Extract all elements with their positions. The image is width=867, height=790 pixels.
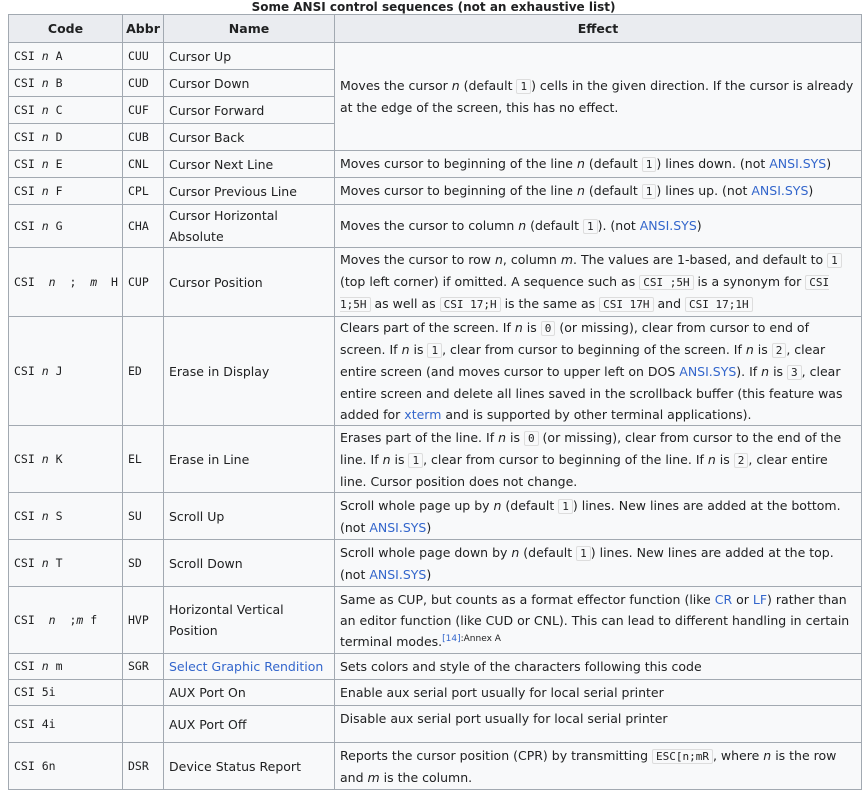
abbr-cell: CUP [123,248,164,317]
table-row [9,680,862,706]
abbr-cell: SU [123,493,164,540]
name-cell: Cursor Position [164,248,335,317]
code-cell: CSI 5i [9,680,123,706]
table-row [9,654,862,680]
ansi-sys-link[interactable]: ANSI.SYS [369,519,427,535]
abbr-cell: CUD [123,70,164,97]
name-cell [164,654,335,680]
code-cell: CSI n D [9,124,123,151]
table-row [9,540,862,587]
table-row [9,317,862,426]
table-caption: Some ANSI control sequences (not an exhaustive list) [251,0,616,14]
effect-cell: Moves the cursor to column n (default 1 ). (not ANSI.SYS) [335,205,862,248]
effect-cell: Moves the cursor n (default 1 ) cells in the given direction. If the cursor is already at the edge of the screen, this has no effect. [335,43,862,151]
effect-cell: Moves cursor to beginning of the line n (default 1 ) lines up. (not ANSI.SYS) [335,178,862,205]
table-row [9,426,862,493]
ansi-sys-link[interactable]: ANSI.SYS [639,218,697,233]
abbr-cell: CUB [123,124,164,151]
table-row [9,43,862,70]
name-cell: Cursor Next Line [164,151,335,178]
table-row [9,743,862,790]
abbr-cell: EL [123,426,164,493]
ansi-sequences-table [8,14,862,790]
code-cell: CSI n T [9,540,123,587]
abbr-cell [123,680,164,706]
abbr-cell: CUU [123,43,164,70]
code-cell: CSI n S [9,493,123,540]
effect-cell: Sets colors and style of the characters following this code [335,654,862,680]
code-cell: CSI n m [9,654,123,680]
table-row [9,587,862,654]
code-cell: CSI n C [9,97,123,124]
abbr-cell: SGR [123,654,164,680]
table-row [9,706,862,743]
table-row [9,205,862,248]
abbr-cell: CNL [123,151,164,178]
ansi-sys-link[interactable]: ANSI.SYS [679,364,737,379]
xterm-link[interactable]: xterm [404,407,442,422]
sgr-link[interactable]: Select Graphic Rendition [169,659,324,674]
effect-cell: Scroll whole page down by n (default 1 ) lines. New lines are added at the top. (not ANSI.SYS) [335,540,862,587]
effect-cell: Clears part of the screen. If n is 0 (or missing), clear from cursor to end of screen. If n is 1 , clear from cursor to beginning of the screen. If n is 2 , clear entire screen (and moves cursor to upper left on DOS ANSI.SYS). If n is 3 , clear entire screen and delete all lines saved in the scrollback buffer (this feature was added for xterm and is supported by other terminal applications). [335,317,862,426]
code-cell: CSI n K [9,426,123,493]
name-cell: Cursor Back [164,124,335,151]
abbr-cell: ED [123,317,164,426]
code-cell: CSI 4i [9,706,123,743]
effect-cell: Disable aux serial port usually for local serial printer [335,706,862,743]
col-header-name[interactable]: Name [164,15,335,43]
abbr-cell: CUF [123,97,164,124]
citation-annex: :Annex A [460,633,501,644]
header-row [9,15,862,43]
table-row [9,493,862,540]
name-cell: Cursor Down [164,70,335,97]
col-header-effect[interactable]: Effect [335,15,862,43]
effect-cell: Moves cursor to beginning of the line n (default 1 ) lines down. (not ANSI.SYS) [335,151,862,178]
abbr-cell: CHA [123,205,164,248]
abbr-cell: CPL [123,178,164,205]
effect-cell: Scroll whole page up by n (default 1 ) lines. New lines are added at the bottom. (not ANSI.SYS) [335,493,862,540]
table-row [9,178,862,205]
code-cell: CSI n E [9,151,123,178]
table-row [9,151,862,178]
abbr-cell: DSR [123,743,164,790]
effect-cell: Erases part of the line. If n is 0 (or missing), clear from cursor to the end of the line. If n is 1 , clear from cursor to beginning of the line. If n is 2 , clear entire line. Cursor position does not change. [335,426,862,493]
name-cell: Cursor Forward [164,97,335,124]
name-cell: Device Status Report [164,743,335,790]
col-header-code[interactable]: Code [9,15,123,43]
abbr-cell: HVP [123,587,164,654]
code-cell: CSI n J [9,317,123,426]
ansi-sys-link[interactable]: ANSI.SYS [751,183,809,198]
name-cell: Cursor Up [164,43,335,70]
name-cell: AUX Port On [164,680,335,706]
effect-cell: Moves the cursor to row n, column m. The values are 1-based, and default to 1 (top left corner) if omitted. A sequence such as CSI ;5H is a synonym for CSI 1;5H as well as CSI 17;H is the same as CSI 17H and CSI 17;1H [335,248,862,317]
table-row [9,248,862,317]
lf-link[interactable]: LF [752,591,768,607]
col-header-abbr[interactable]: Abbr [123,15,164,43]
code-cell: CSI n ; m H [9,248,123,317]
name-cell: Scroll Up [164,493,335,540]
citation-14[interactable]: [14] [442,633,461,644]
name-cell: Cursor Horizontal Absolute [164,205,335,248]
abbr-cell: SD [123,540,164,587]
ansi-sys-link[interactable]: ANSI.SYS [369,566,427,582]
code-cell: CSI 6n [9,743,123,790]
code-cell: CSI n B [9,70,123,97]
code-cell: CSI n G [9,205,123,248]
code-cell: CSI n A [9,43,123,70]
name-cell: Cursor Previous Line [164,178,335,205]
effect-cell: Enable aux serial port usually for local serial printer [335,680,862,706]
code-cell: CSI n F [9,178,123,205]
code-cell: CSI n ;m f [9,587,123,654]
effect-cell: Same as CUP, but counts as a format effector function (like CR or LF) rather than an editor function (like CUD or CNL). This can lead to different handling in certain terminal modes.$^{[14]:Annex A}$ [335,587,862,654]
name-cell: Erase in Line [164,426,335,493]
name-cell: Erase in Display [164,317,335,426]
name-cell: AUX Port Off [164,706,335,743]
cr-link[interactable]: CR [714,591,733,607]
name-cell: Scroll Down [164,540,335,587]
name-cell: Horizontal Vertical Position [164,587,335,654]
effect-cell: Reports the cursor position (CPR) by transmitting ESC[n;mR , where n is the row and m is the column. [335,743,862,790]
ansi-sys-link[interactable]: ANSI.SYS [769,156,827,171]
abbr-cell [123,706,164,743]
